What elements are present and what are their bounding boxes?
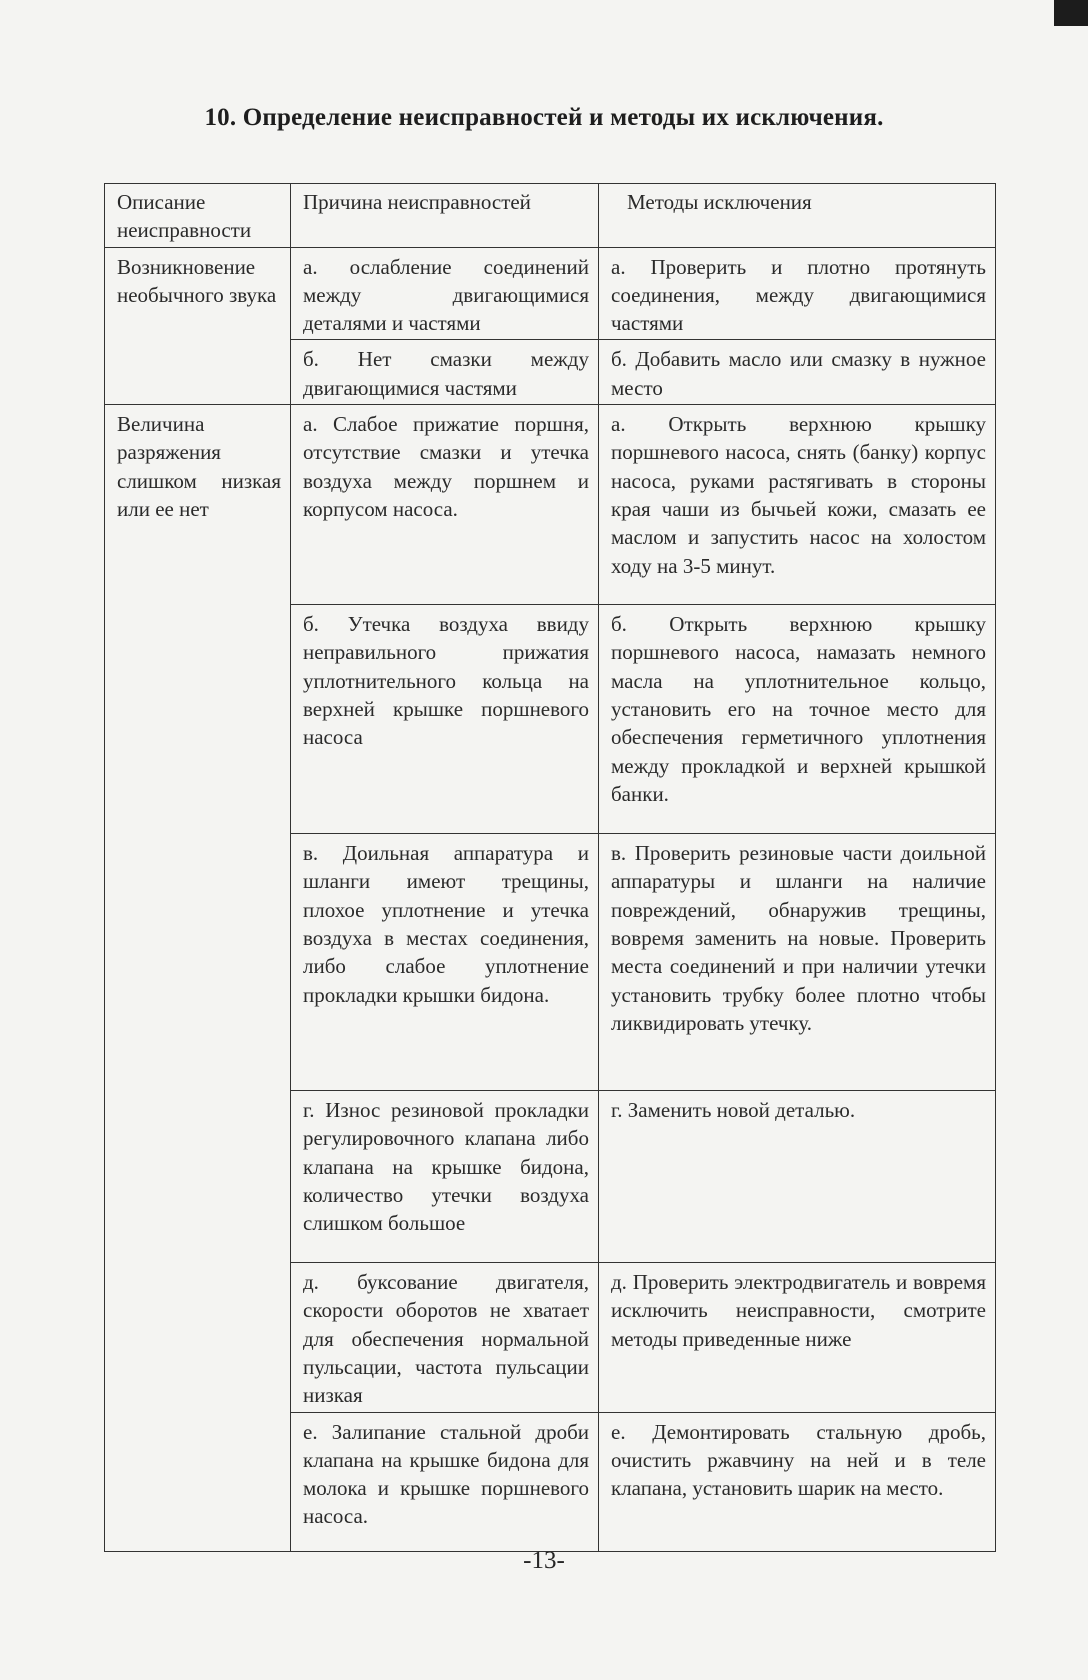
page-number: -13- bbox=[523, 1547, 565, 1574]
page-title: 10. Определение неисправностей и методы их исключения. bbox=[204, 104, 884, 131]
cause-cell: в. Доильная аппаратура и шланги имеют трещины, плохое уплотнение и утечка воздуха в местах соединения, либо слабое уплотнение прокладки крышки бидона. bbox=[291, 834, 599, 1091]
fault-description-cell: Возникновение необычного звука bbox=[105, 247, 291, 404]
cause-cell: е. Залипание стальной дроби клапана на крышке бидона для молока и крышке поршневого насоса. bbox=[291, 1412, 599, 1551]
scan-corner-mark bbox=[1054, 0, 1088, 26]
method-cell: в. Проверить резиновые части доильной аппаратуры и шланги на наличие повреждений, обнаружив трещины, вовремя заменить на новые. Проверить места соединений и при наличии утечки установить трубку более плотно чтобы ликвидировать утечку. bbox=[599, 834, 996, 1091]
method-cell: а. Открыть верхнюю крышку поршневого насоса, снять (банку) корпус насоса, руками растягивать в стороны края чаши из бычьей кожи, смазать ее маслом и запустить насос на холостом ходу на 3-5 минут. bbox=[599, 405, 996, 605]
header-cause: Причина неисправностей bbox=[291, 184, 599, 248]
cause-cell: б. Утечка воздуха ввиду неправильного прижатия уплотнительного кольца на верхней крышке поршневого насоса bbox=[291, 605, 599, 834]
method-cell: б. Добавить масло или смазку в нужное место bbox=[599, 340, 996, 405]
cause-cell: г. Износ резиновой прокладки регулировочного клапана либо клапана на крышке бидона, количество утечки воздуха слишком большое bbox=[291, 1091, 599, 1263]
method-cell: г. Заменить новой деталью. bbox=[599, 1091, 996, 1263]
header-methods: Методы исключения bbox=[599, 184, 996, 248]
method-cell: а. Проверить и плотно протянуть соединения, между двигающимися частями bbox=[599, 247, 996, 340]
fault-description-cell: Величина разряжения слишком низкая или ее нет bbox=[105, 405, 291, 1551]
table-row bbox=[105, 405, 996, 605]
cause-cell: д. буксование двигателя, скорости оборотов не хватает для обеспечения нормальной пульсации, частота пульсации низкая bbox=[291, 1263, 599, 1412]
header-description: Описание неисправности bbox=[105, 184, 291, 248]
fault-table bbox=[104, 183, 996, 1552]
cause-cell: а. Слабое прижатие поршня, отсутствие смазки и утечка воздуха между поршнем и корпусом насоса. bbox=[291, 405, 599, 605]
method-cell: б. Открыть верхнюю крышку поршневого насоса, намазать немного масла на уплотнительное кольцо, установить его на точное место для обеспечения герметичного уплотнения между прокладкой и верхней крышкой банки. bbox=[599, 605, 996, 834]
table-row bbox=[105, 247, 996, 340]
method-cell: д. Проверить электродвигатель и вовремя исключить неисправности, смотрите методы приведенные ниже bbox=[599, 1263, 996, 1412]
cause-cell: б. Нет смазки между двигающимися частями bbox=[291, 340, 599, 405]
table-header-row bbox=[105, 184, 996, 248]
cause-cell: а. ослабление соединений между двигающимися деталями и частями bbox=[291, 247, 599, 340]
method-cell: е. Демонтировать стальную дробь, очистить ржавчину на ней и в теле клапана, установить шарик на место. bbox=[599, 1412, 996, 1551]
